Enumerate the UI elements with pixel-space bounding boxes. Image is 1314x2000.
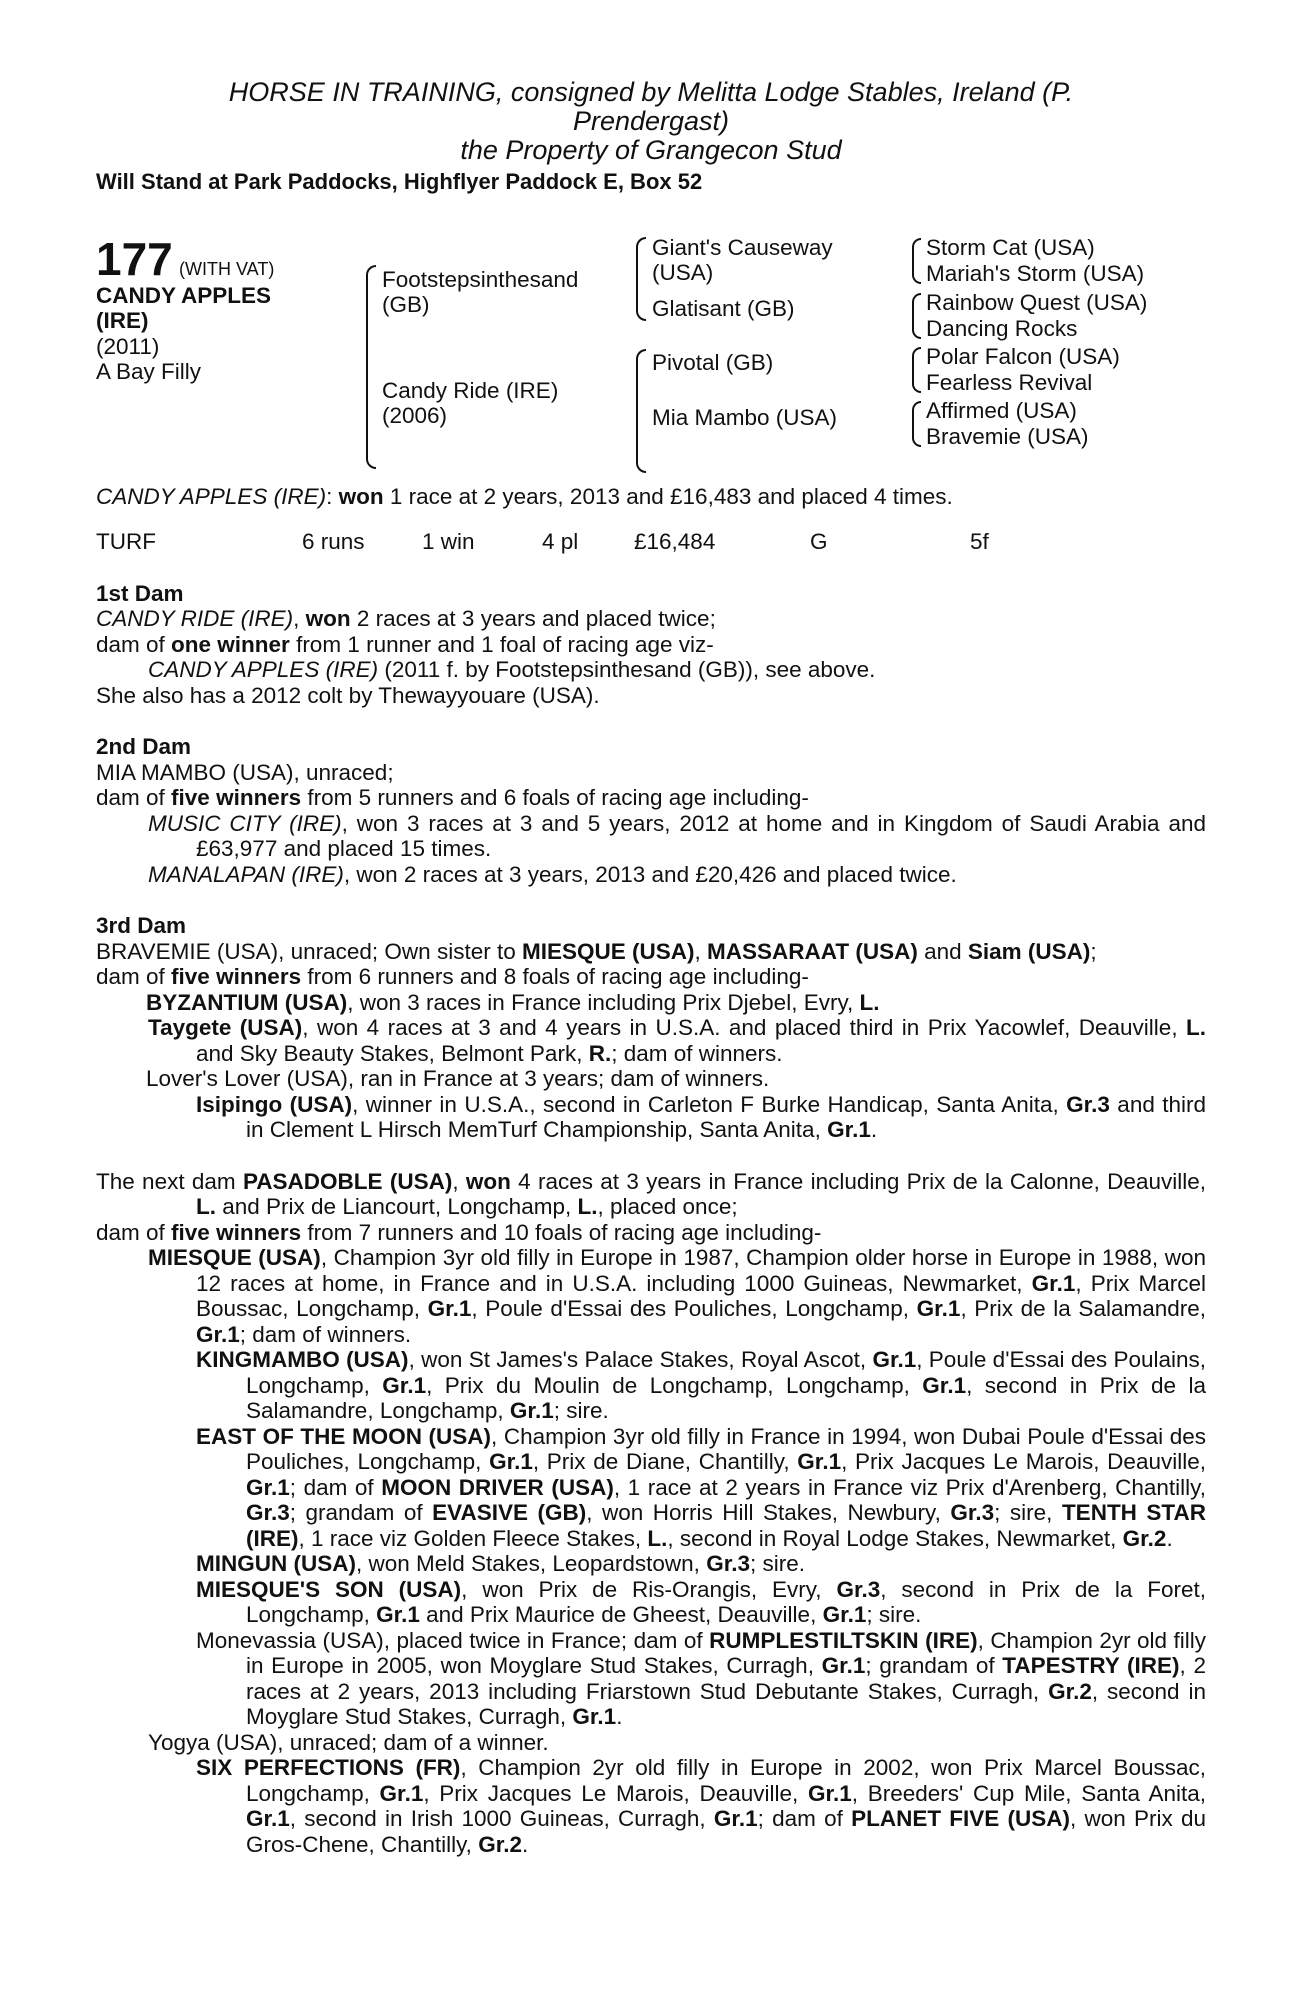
produce-monevassia: Monevassia (USA), placed twice in France; dam of RUMPLESTILTSKIN (IRE), Champion 2yr old filly in Europe in 2005, won Moyglare Stud Stakes, Curragh, Gr.1; grandam of TAPESTRY (IRE), 2 races at 2 years, 2013 including Friarstown Stud Debutante Stakes, Curragh, Gr.2, second in Moyglare Stud Stakes, Curragh, Gr.1. [196,1627,1207,1729]
dam-sire: Pivotal (GB) [652,349,774,375]
race-summary: CANDY APPLES (IRE): won 1 race at 2 years, 2013 and £16,483 and placed 4 times. [96,483,953,509]
third-dam-line-2: dam of five winners from 6 runners and 8 foals of racing age including- [96,964,809,989]
summary-horse-name: CANDY APPLES (IRE) [96,483,327,509]
title-line-2: Prendergast) [572,106,730,136]
first-dam-line-1: CANDY RIDE (IRE), won 2 races at 3 years and placed twice; [96,606,716,631]
gg-8: Bravemie (USA) [926,423,1089,449]
next-dam-line-1: The next dam PASADOBLE (USA), won 4 races at 3 years in France including Prix de la Calonne, Deauville, L. and Prix de Liancourt, Longchamp, L., placed once; [96,1168,1206,1219]
third-dam-produce-3: Lover's Lover (USA), ran in France at 3 years; dam of winners. [146,1066,770,1091]
first-dam-line-2: dam of one winner from 1 runner and 1 foal of racing age viz- [96,631,714,657]
produce-kingmambo: KINGMAMBO (USA), won St James's Palace Stakes, Royal Ascot, Gr.1, Poule d'Essai des Poulains, Longchamp, Gr.1, Prix du Moulin de Longchamp, Longchamp, Gr.1, second in Prix de la Salamandre, Longchamp, Gr.1; sire. [196,1347,1206,1423]
summary-text: 1 race at 2 years, 2013 and £16,483 and placed 4 times. [383,483,953,509]
pedigree-table [96,232,1206,480]
sire-line-bracket [636,237,646,321]
summary-won: won [338,483,384,509]
produce-yogya: Yogya (USA), unraced; dam of a winner. [148,1729,549,1755]
first-dam-won: won [305,606,351,631]
third-dam-heading: 3rd Dam [96,913,187,938]
next-dam-line-2: dam of five winners from 7 runners and 10 foals of racing age including- [96,1219,822,1245]
record-earnings: £16,484 [634,529,716,554]
produce-six-perfections: SIX PERFECTIONS (FR), Champion 2yr old filly in Europe in 2002, won Prix Marcel Boussac, Longchamp, Gr.1, Prix Jacques Le Marois, Deauville, Gr.1, Breeders' Cup Mile, Santa Anita, Gr.1, second in Irish 1000 Guineas, Curragh, Gr.1; dam of PLANET FIVE (USA), won Prix du Gros-Chene, Chantilly, Gr.2. [196,1755,1207,1857]
first-dam-heading: 1st Dam [96,580,184,606]
record-wins: 1 win [422,529,475,554]
produce-miesques-son: MIESQUE'S SON (USA), won Prix de Ris-Orangis, Evry, Gr.3, second in Prix de la Foret, Longchamp, Gr.1 and Prix Maurice de Gheest, Deauville, Gr.1; sire. [196,1576,1206,1627]
second-dam-heading: 2nd Dam [96,734,192,759]
sire-sire: Giant's Causeway (USA) [652,234,833,285]
g-bracket-4 [912,401,921,447]
first-dam-text: 2 races at 3 years and placed twice; [350,606,716,631]
consignment-title [116,78,1186,165]
record-going: G [810,529,828,554]
third-dam-produce-2: Taygete (USA), won 4 races at 3 and 4 years in U.S.A. and placed third in Prix Yacowlef, Deauville, L. and Sky Beauty Stakes, Belmont Park, R.; dam of winners. [148,1015,1206,1066]
title-line-1: HORSE IN TRAINING, consigned by Melitta Lodge Stables, Ireland (P. [228,77,1074,107]
third-dam-produce-4: Isipingo (USA), winner in U.S.A., second in Carleton F Burke Handicap, Santa Anita, Gr.3 and third in Clement L Hirsch MemTurf Championship, Santa Anita, Gr.1. [196,1091,1207,1142]
gg-4: Dancing Rocks [926,315,1078,341]
produce-miesque: MIESQUE (USA), Champion 3yr old filly in Europe in 1987, Champion older horse in Europe in 1988, won 12 races at home, in France and in U.S.A. including 1000 Guineas, Newmarket, Gr.1, Prix Marcel Boussac, Longchamp, Gr.1, Poule d'Essai des Pouliches, Longchamp, Gr.1, Prix de la Salamandre, Gr.1; dam of winners. [148,1245,1207,1347]
title-line-3: the Property of Grangecon Stud [460,135,842,165]
horse-year: (2011) [96,333,160,359]
lot-number: 177 [96,232,173,285]
g-bracket-1 [912,238,921,284]
horse-description: A Bay Filly [96,359,202,384]
third-dam-line-1: BRAVEMIE (USA), unraced; Own sister to MIESQUE (USA), MASSARAAT (USA) and Siam (USA); [96,938,1097,964]
produce-east-of-the-moon: EAST OF THE MOON (USA), Champion 3yr old filly in France in 1994, won Dubai Poule d'Essai des Pouliches, Longchamp, Gr.1, Prix de Diane, Chantilly, Gr.1, Prix Jacques Le Marois, Deauville, Gr.1; dam of MOON DRIVER (USA), 1 race at 2 years in France viz Prix d'Arenberg, Chantilly, Gr.3; grandam of EVASIVE (GB), won Horris Hill Stakes, Newbury, Gr.3; sire, TENTH STAR (IRE), 1 race viz Golden Fleece Stakes, L., second in Royal Lodge Stakes, Newmarket, Gr.2. [196,1423,1207,1551]
gg-3: Rainbow Quest (USA) [926,289,1148,315]
produce-mingun: MINGUN (USA), won Meld Stakes, Leopardstown, Gr.3; sire. [196,1551,805,1576]
second-dam-line-1: MIA MAMBO (USA), unraced; [96,759,394,785]
g-bracket-3 [912,347,921,393]
record-runs: 6 runs [302,529,365,554]
first-dam-line-4: She also has a 2012 colt by Thewayyouare (USA). [96,682,600,708]
horse-name-1: CANDY APPLES [96,282,272,308]
lot-vat: (WITH VAT) [179,258,275,279]
second-dam-produce-1: MUSIC CITY (IRE), won 3 races at 3 and 5 years, 2012 at home and in Kingdom of Saudi Arabia and £63,977 and placed 15 times. [148,810,1206,861]
g-bracket-2 [912,293,921,339]
gg-6: Fearless Revival [926,369,1093,395]
horse-name-2: (IRE) [96,308,149,333]
catalogue-page [96,78,1206,1857]
record-distance: 5f [970,529,989,554]
gg-5: Polar Falcon (USA) [926,343,1120,369]
dam: Candy Ride (IRE) (2006) [382,377,559,428]
first-dam-name: CANDY RIDE (IRE) [96,606,294,631]
record-placed: 4 pl [542,529,579,554]
dam-line-bracket [636,349,646,473]
gg-1: Storm Cat (USA) [926,234,1095,260]
lot-block [96,232,316,385]
dam-dam: Mia Mambo (USA) [652,404,838,430]
sire-dam-bracket [366,265,376,469]
second-dam-produce-2: MANALAPAN (IRE), won 2 races at 3 years, 2013 and £20,426 and placed twice. [148,861,957,887]
sire: Footstepsinthesand (GB) [382,266,579,317]
third-dam-produce-1: BYZANTIUM (USA), won 3 races in France including Prix Djebel, Evry, L. [146,989,880,1015]
record-surface: TURF [96,529,156,554]
gg-7: Affirmed (USA) [926,397,1077,423]
second-dam-line-2: dam of five winners from 5 runners and 6 foals of racing age including- [96,785,809,810]
race-record [96,529,1206,555]
stand-location: Will Stand at Park Paddocks, Highflyer Paddock E, Box 52 [96,169,703,194]
gg-2: Mariah's Storm (USA) [926,260,1145,286]
sire-dam: Glatisant (GB) [652,295,795,321]
first-dam-produce: CANDY APPLES (IRE) (2011 f. by Footstepsinthesand (GB)), see above. [148,657,876,682]
